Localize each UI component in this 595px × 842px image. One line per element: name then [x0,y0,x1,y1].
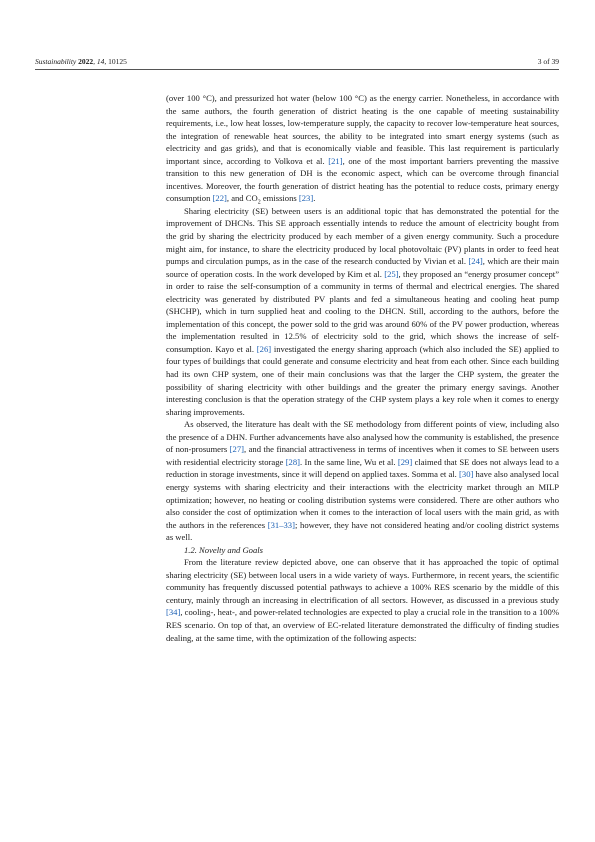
header-rule [35,69,559,70]
citation-link[interactable]: [22] [212,193,227,204]
citation-link[interactable]: [26] [256,343,272,354]
journal-volume: 14 [96,57,105,66]
body-text [166,92,559,644]
page-number: 3 of 39 [537,57,559,66]
citation-link[interactable]: [21] [328,155,343,166]
journal-citation: Sustainability 2022, 14, 10125 [35,57,127,66]
citation-link[interactable]: [28] [285,456,301,467]
section-heading: 1.2. Novelty and Goals [184,544,264,555]
citation-link[interactable]: [31–33] [267,519,295,530]
paragraph-3: As observed, the literature has dealt with the SE methodology from different points of view, including also the presence of a DHN. Further advancements have also analysed how the community is established, the presence of non-prosumers [27], and the financial attractiveness in terms of incentives when it comes to SE between users with residential electricity storage [28]. In the same line, Wu et al. [29] claimed that SE does not always lead to a reduction in storage investments, since it will depend on applied taxes. Somma et al. [30] have also analysed local energy systems with sharing electricity and their interactions with the electricity market through an MILP optimization; however, no heating or cooling distribution systems were considered. There are other authors who also consider the cost of optimization when it comes to the interaction of local users with the main grid, as with the authors in the references [31–33]; however, they have not considered heating and/or cooling district systems as well. [166,419,559,543]
journal-name: Sustainability [35,57,77,66]
citation-link[interactable]: [34] [166,607,181,618]
paragraph-4: From the literature review depicted above, one can observe that it has approached the topic of optimal sharing electricity (SE) between local users in a wide variety of ways. Furthermore, in recent years, the scientific community has frequently discussed potential pathways to achieve a 100% RES scenario by the middle of this century, mainly through an increasing in electrification of all sectors. However, as discussed in a previous study [34], cooling-, heat-, and power-related technologies are expected to play a crucial role in the transition to a 100% RES scenario. On top of that, an overview of EC-related literature demonstrated the difficulty of finding studies dealing, at the same time, with the optimization of the following aspects: [166,557,559,643]
citation-link[interactable]: [23] [298,193,314,204]
citation-link[interactable]: [25] [384,268,399,279]
citation-link[interactable]: [27] [229,444,244,455]
citation-link[interactable]: [24] [468,256,483,267]
citation-link[interactable]: [29] [397,456,413,467]
journal-year: 2022 [78,57,94,66]
paragraph-2: Sharing electricity (SE) between users is an additional topic that has demonstrated the potential for the improvement of DHCNs. This SE approach essentially intends to reduce the amount of electricity bought from the grid by sharing the electricity produced by each member of a given energy community. Such a procedure might aim, for instance, to share the electricity produced by local photovoltaic (PV) plants in order to feed heat pumps and circulation pumps, as in the case of the research conducted by Vivian et al. [24], which are their main source of operation costs. In the work developed by Kim et al. [25], they proposed an “energy prosumer concept” in order to raise the self-consumption of a community in terms of thermal and electrical energies. The shared electricity was generated by distributed PV plants and fed a simultaneous heating and cooling heat pump (SHCHP), which in turn supplied heat and cooling to the DHCN. Still, according to the authors, before the implementation of this concept, the power sold to the grid was around 60% of the PV power production, whereas the implementation resulted in 12.5% of electricity sold to the grid, which shows the increase of self-consumption. Kayo et al. [26] investigated the energy sharing approach (which also included the SE) applied to four types of buildings that could generate and consume electricity and heat from each other. Since each building had its own CHP system, one of their main conclusions was that the larger the CHP system, the greater the possibility of sharing electricity with other buildings and the greater the primary energy savings. Another interesting conclusion is that the operation strategy of the CHP system plays a key role when it comes to energy sharing improvements. [166,205,560,417]
citation-link[interactable]: [30] [459,469,474,480]
article-number: 10125 [108,57,127,66]
running-header [35,56,559,68]
paragraph-1: (over 100 °C), and pressurized hot water (below 100 °C) as the energy carrier. Nonetheless, in accordance with the same authors, the fourth generation of district heating is the one capable of meeting sustainability requirements, i.e., low heat losses, low-temperature supply, the capacity to recover low-temperature heat sources, the integration of renewable heat sources, the ability to be integrated into smart energy systems (such as electricity and gas grids), and that is economically viable and feasible. This last requirement is particularly important since, according to Volkova et al. [21], one of the most important barriers preventing the massive transition to this new generation of DH is the economic aspect, which can be overcome through financial incentives. Moreover, the fourth generation of district heating has the potential to reduce costs, primary energy consumption [22], and $CO_2$ emissions [23]. [166,93,559,207]
